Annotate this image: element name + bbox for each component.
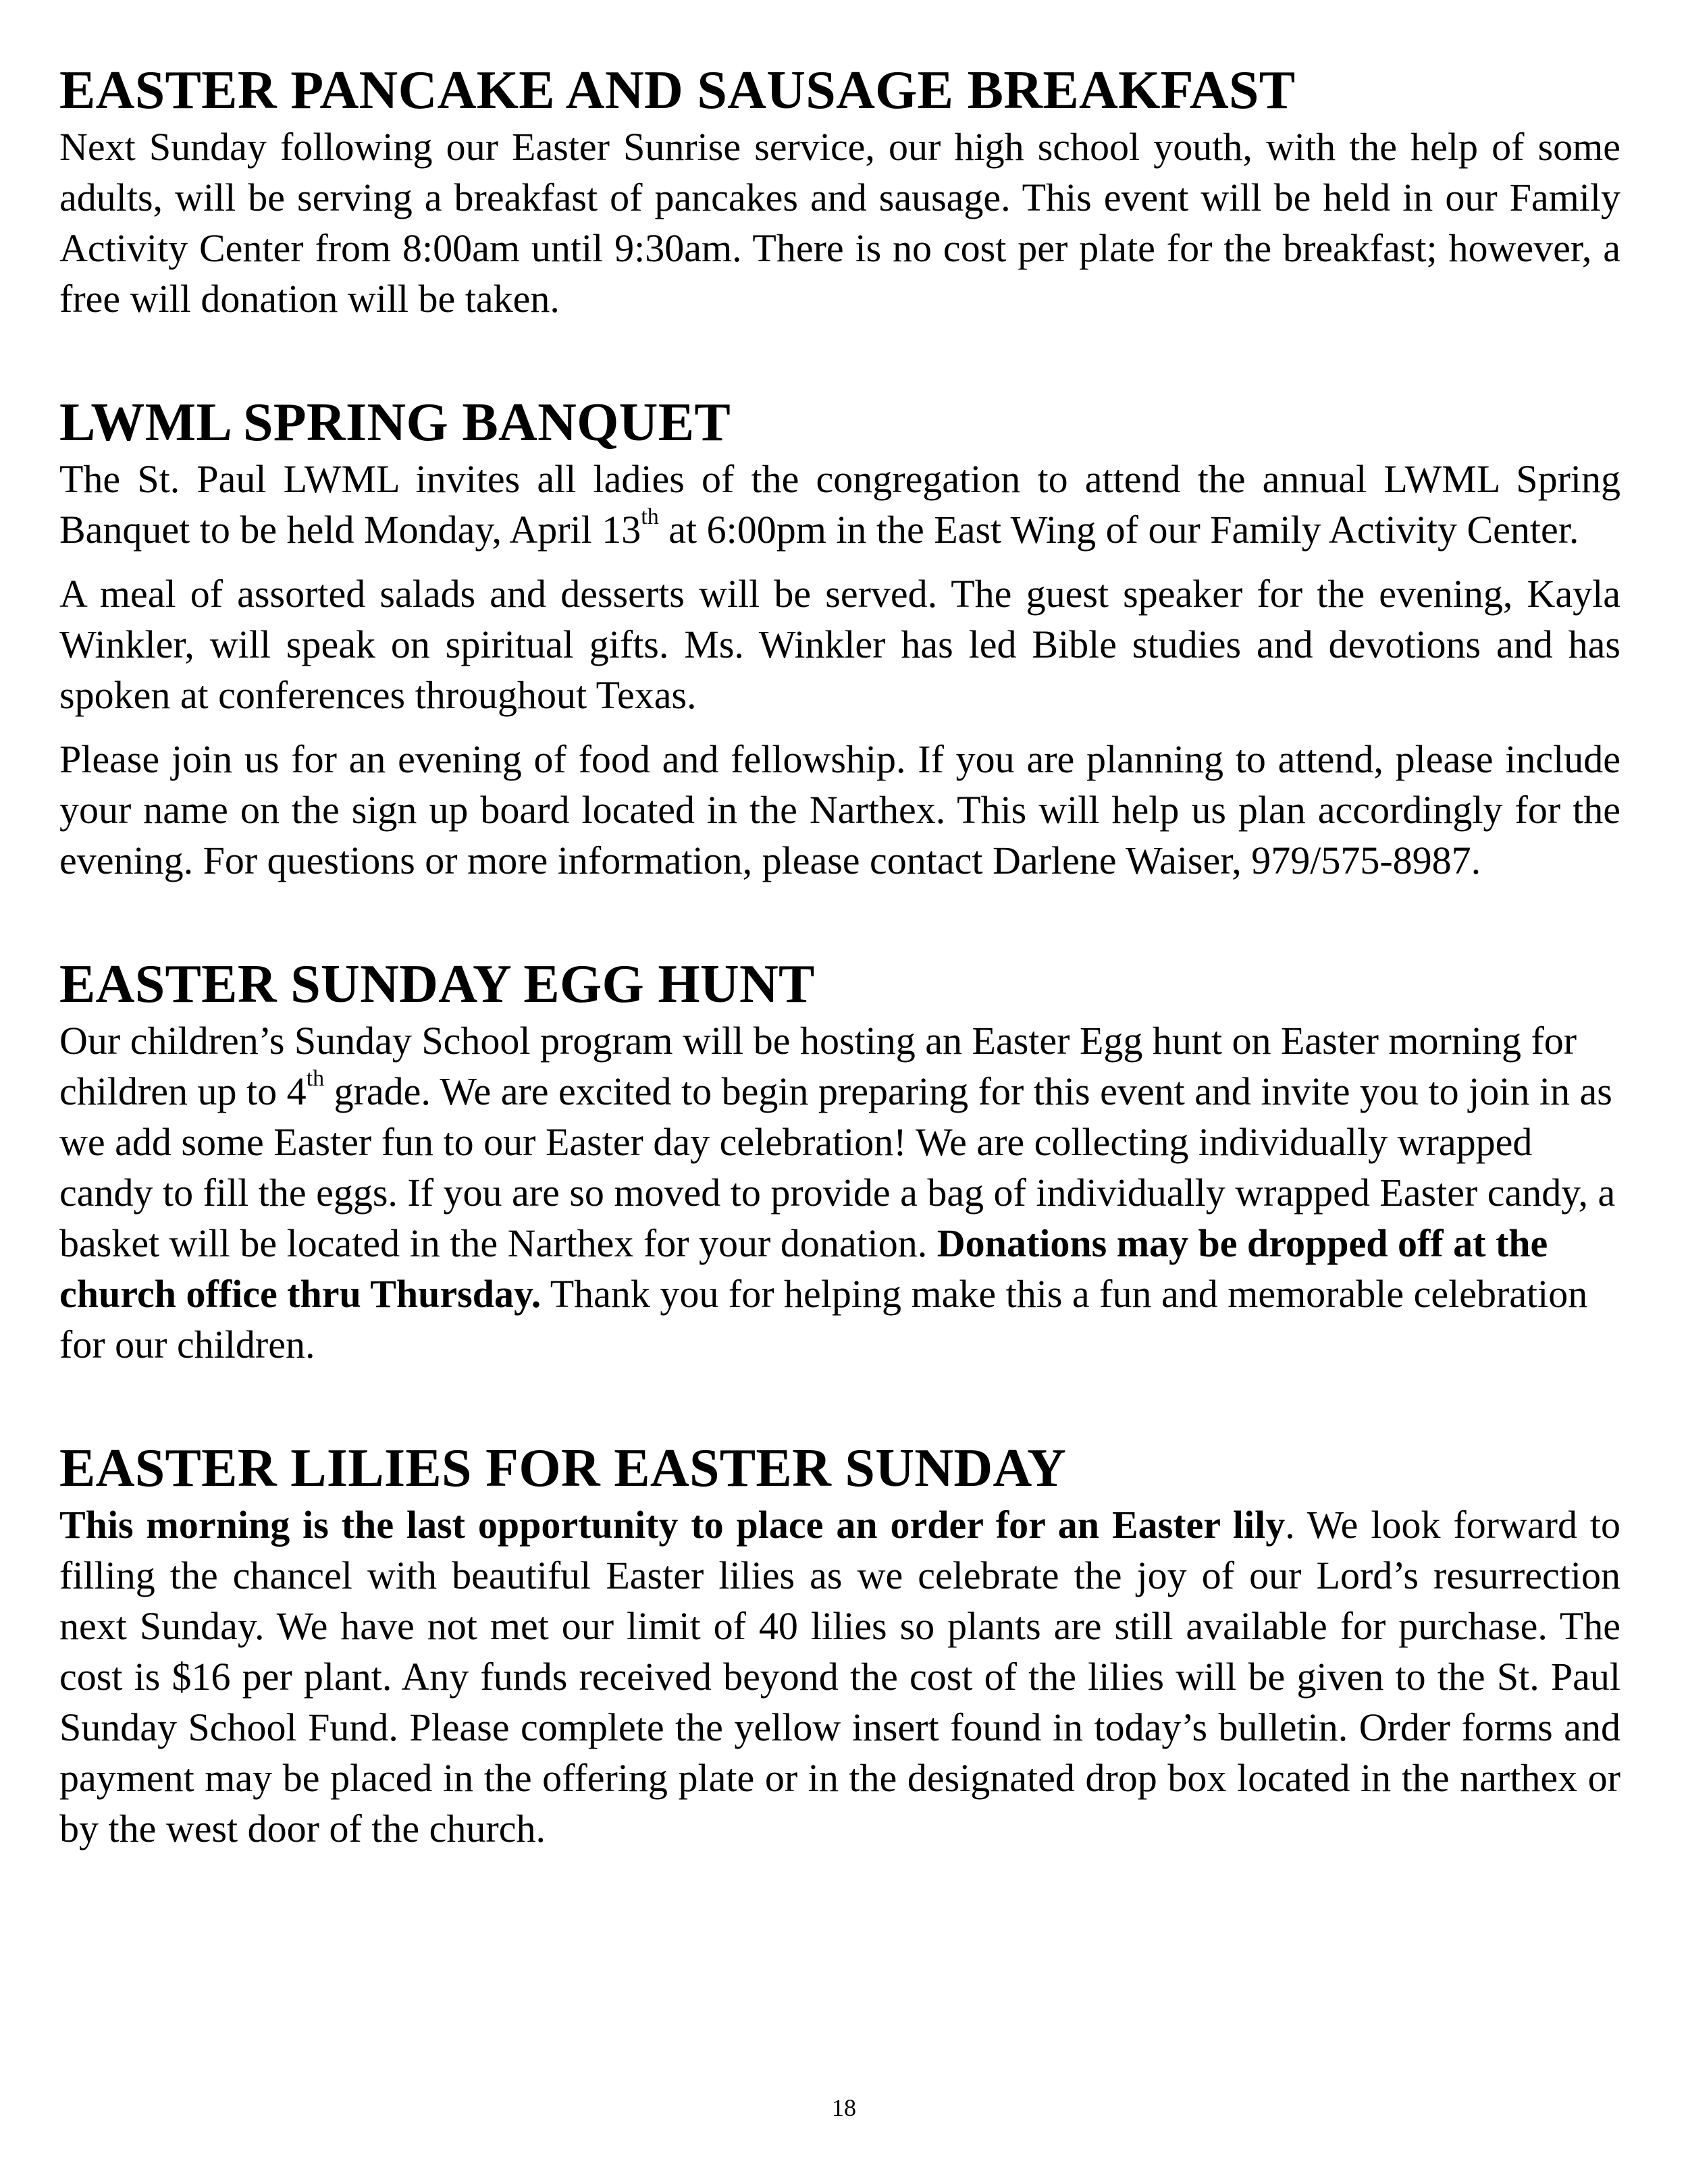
paragraph-text: The St. Paul LWML invites all ladies of the congregation to attend the annual LWML Spring Banquet to be held Monday, April 13 (59, 457, 1620, 552)
bold-notice: This morning is the last opportunity to place an order for an Easter lily (59, 1503, 1286, 1547)
lwml-banquet-section (59, 392, 1620, 886)
section-heading: EASTER SUNDAY EGG HUNT (59, 955, 815, 1014)
paragraph-text: Thank you for helping make this a fun and memorable celebration for our children. (59, 1272, 1588, 1366)
page-number: 18 (832, 2094, 856, 2121)
egg-hunt-section (59, 953, 1620, 1370)
pancake-breakfast-section (59, 59, 1620, 324)
section-heading: EASTER PANCAKE AND SAUSAGE BREAKFAST (59, 61, 1296, 120)
bulletin-page (59, 59, 1620, 1854)
section-paragraph: A meal of assorted salads and desserts will be served. The guest speaker for the evening, Kayla Winkler, will speak on spiritual gifts. Ms. Winkler has led Bible studies and devotions and has spoken at conferences throughout Texas. (59, 572, 1620, 717)
section-paragraph: Next Sunday following our Easter Sunrise service, our high school youth, with the help of some adults, will be serving a breakfast of pancakes and sausage. This event will be held in our Family Activity Center from 8:00am until 9:30am. There is no cost per plate for the breakfast; however, a free will donation will be taken. (59, 125, 1620, 321)
section-paragraph (59, 1015, 1620, 1370)
paragraph-text: Our children’s Sunday School program will be hosting an Easter Egg hunt on Easter morning for children up to 4 (59, 1019, 1577, 1113)
ordinal-suffix: th (641, 504, 659, 529)
bold-notice: Donations may be dropped off at the church office thru Thursday. (59, 1221, 1548, 1316)
section-paragraph: Please join us for an evening of food and fellowship. If you are planning to attend, please include your name on the sign up board located in the Narthex. This will help us plan accordingly for the evening. For questions or more information, please contact Darlene Waiser, 979/575-8987. (59, 737, 1620, 882)
paragraph-text: . We look forward to filling the chancel with beautiful Easter lilies as we celebrate the joy of our Lord’s resurrection next Sunday. We have not met our limit of 40 lilies so plants are still available for purchase. The cost is $16 per plant. Any funds received beyond the cost of the lilies will be given to the St. Paul Sunday School Fund. Please complete the yellow insert found in today’s bulletin. Order forms and payment may be placed in the offering plate or in the designated drop box located in the narthex or by the west door of the church. (59, 1503, 1620, 1850)
section-heading: LWML SPRING BANQUET (59, 393, 731, 452)
section-paragraph (59, 454, 1620, 555)
paragraph-text: at 6:00pm in the East Wing of our Family Activity Center. (658, 508, 1579, 552)
easter-lilies-section (59, 1437, 1620, 1854)
ordinal-suffix: th (306, 1065, 325, 1091)
section-paragraph (59, 1499, 1620, 1854)
section-heading: EASTER LILIES FOR EASTER SUNDAY (59, 1439, 1067, 1498)
paragraph-text: grade. We are excited to begin preparing for this event and invite you to join in as we add some Easter fun to our Easter day celebration! We are collecting individually wrapped candy to fill the eggs. If you are so moved to provide a bag of individually wrapped Easter candy, a basket will be located in the Narthex for your donation. (59, 1069, 1616, 1265)
